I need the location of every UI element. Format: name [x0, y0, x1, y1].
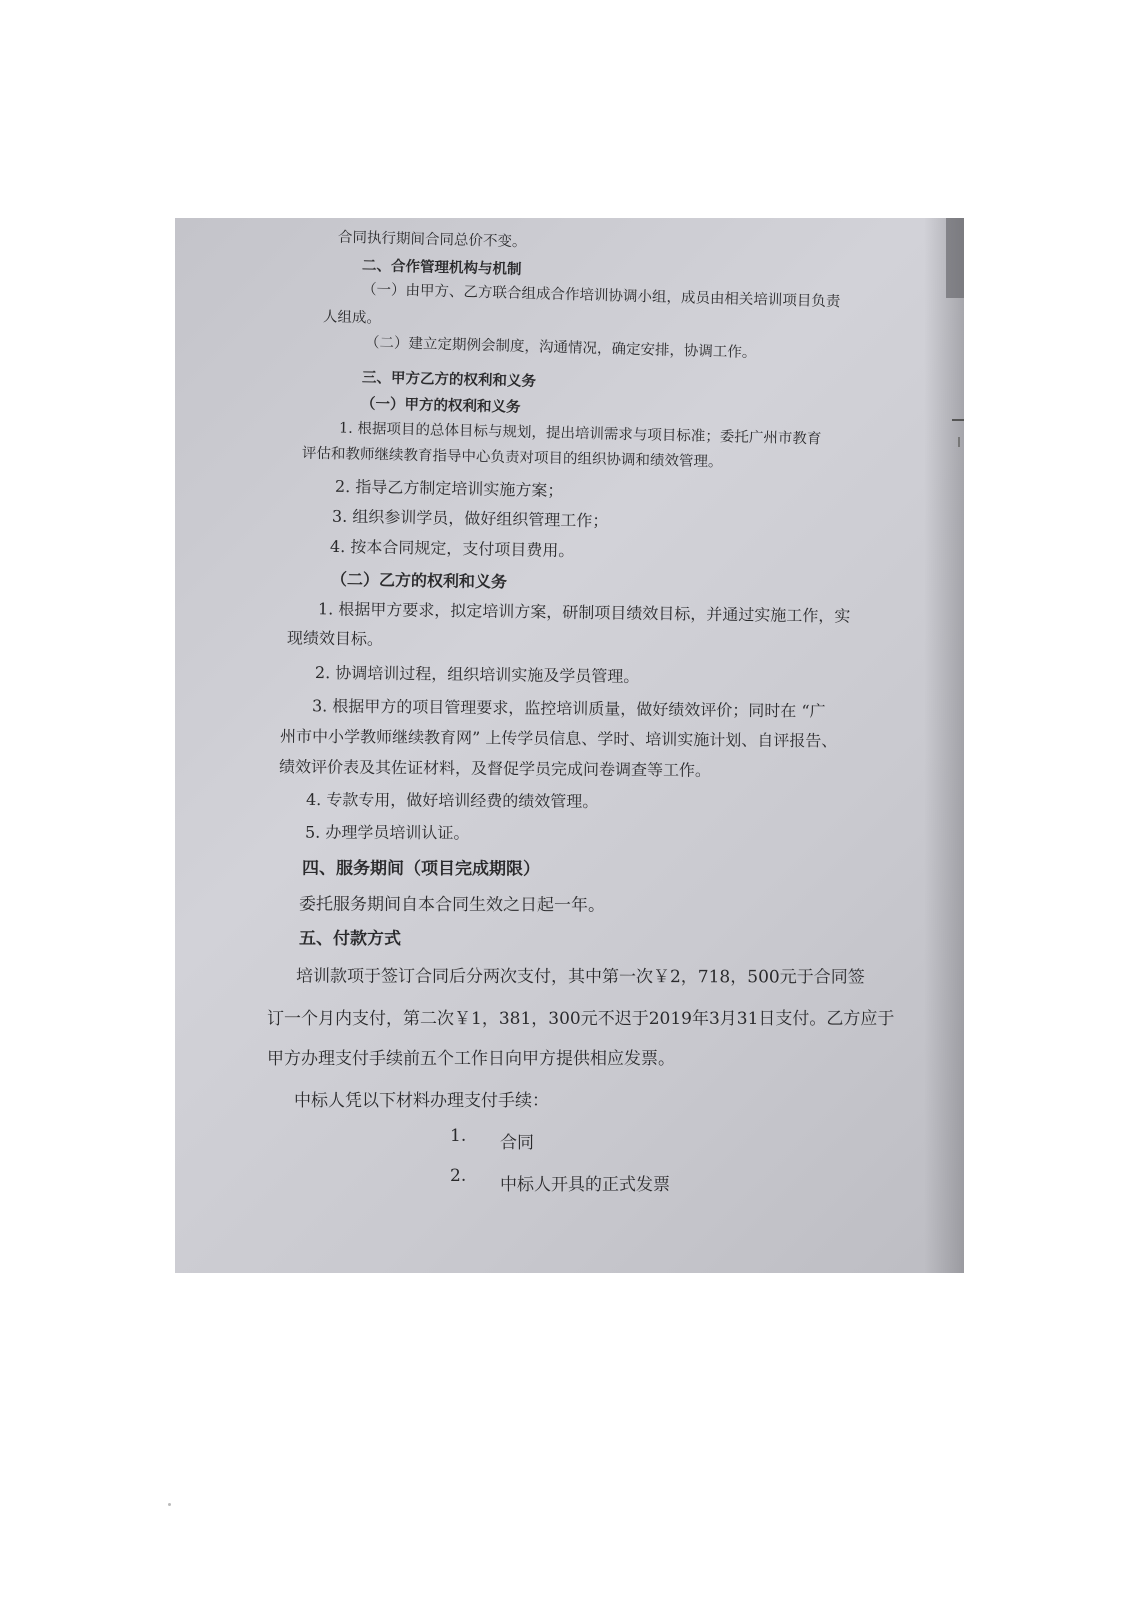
doc-line: 合同执行期间合同总价不变。: [337, 229, 527, 251]
section-heading: 五、付款方式: [298, 928, 402, 950]
subsection-heading: （一）甲方的权利和义务: [360, 395, 521, 416]
doc-line: 5. 办理学员培训认证。: [304, 822, 470, 843]
doc-line: 州市中小学教师继续教育网” 上传学员信息、学时、培训实施计划、自评报告、: [279, 726, 838, 751]
doc-line: 1. 根据甲方要求，拟定培训方案，研制项目绩效目标，并通过实施工作，实: [317, 599, 851, 626]
doc-line: （二）建立定期例会制度，沟通情况，确定安排，协调工作。: [364, 334, 757, 362]
scan-speck: [168, 1503, 171, 1506]
doc-line: 委托服务期间自本合同生效之日起一年。: [298, 894, 606, 916]
doc-line: 订一个月内支付，第二次￥1，381，300元不迟于2019年3月31日支付。乙方应于: [267, 1009, 895, 1029]
doc-line: 3. 根据甲方的项目管理要求，监控培训质量，做好绩效评价；同时在 “广: [311, 696, 826, 721]
section-heading: 三、甲方乙方的权利和义务: [361, 369, 537, 390]
doc-line: 甲方办理支付手续前五个工作日向甲方提供相应发票。: [267, 1049, 675, 1069]
doc-line: 中标人凭以下材料办理支付手续：: [294, 1091, 549, 1111]
margin-mark: [958, 437, 960, 447]
doc-line: 绩效评价表及其佐证材料，及督促学员完成问卷调查等工作。: [278, 757, 712, 780]
doc-line: 人组成。: [322, 309, 382, 327]
doc-line: 2. 指导乙方制定培训实施方案；: [334, 476, 564, 501]
list-item: 合同: [500, 1133, 534, 1153]
doc-line: 评估和教师继续教育指导中心负责对项目的组织协调和绩效管理。: [301, 445, 723, 471]
list-item-number: 2.: [450, 1166, 467, 1186]
doc-line: 3. 组织参训学员，做好组织管理工作；: [331, 506, 609, 531]
doc-line: 4. 按本合同规定，支付项目费用。: [329, 536, 575, 561]
margin-mark: [952, 419, 964, 421]
section-heading: 四、服务期间（项目完成期限）: [301, 858, 541, 880]
photo-edge-shadow: [946, 218, 964, 298]
doc-line: 4. 专款专用，做好培训经费的绩效管理。: [305, 789, 599, 812]
doc-line: （一）由甲方、乙方联合组成合作培训协调小组，成员由相关培训项目负责: [361, 281, 841, 311]
doc-line: 培训款项于签订合同后分两次支付，其中第一次￥2，718，500元于合同签: [295, 966, 865, 988]
subsection-heading: （二）乙方的权利和义务: [330, 569, 508, 592]
doc-line: 现绩效目标。: [286, 628, 384, 649]
document-photo: [175, 218, 964, 1273]
doc-line: 2. 协调培训过程，组织培训实施及学员管理。: [314, 663, 640, 686]
list-item-number: 1.: [450, 1126, 467, 1146]
doc-line: 1. 根据项目的总体目标与规划，提出培训需求与项目标准；委托广州市教育: [338, 420, 822, 448]
list-item: 中标人开具的正式发票: [500, 1175, 670, 1195]
section-heading: 二、合作管理机构与机制: [361, 257, 522, 278]
